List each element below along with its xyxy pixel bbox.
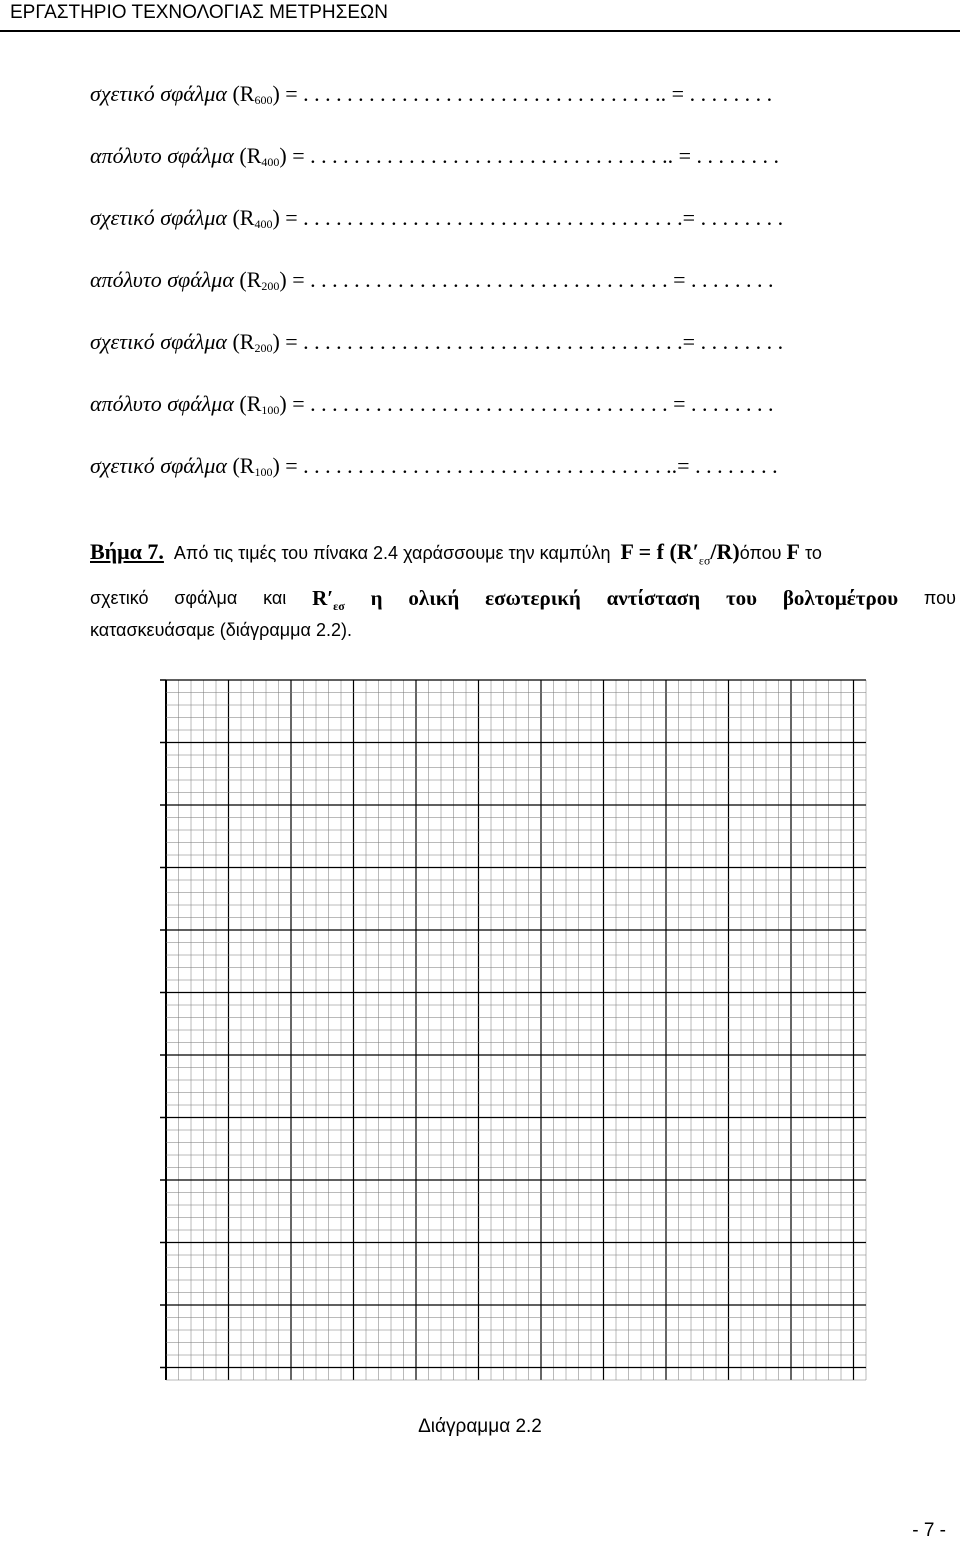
error-label: σχετικό σφάλμα <box>90 329 227 354</box>
diagram-caption: Διάγραμμα 2.2 <box>418 1416 542 1437</box>
error-line: σχετικό σφάλμα $(R_{200})$ = . . . . . . . . . . . . . . . . . . . . . . . . . . . . . . . . . . .= . . . . . . . . <box>90 329 784 355</box>
resistance-subscript: 200 <box>254 341 273 355</box>
resistance-subscript: 100 <box>254 465 273 479</box>
graph-paper <box>150 672 880 1386</box>
error-label: σχετικό σφάλμα <box>90 205 227 230</box>
error-line: σχετικό σφάλμα $(R_{400})$ = . . . . . . . . . . . . . . . . . . . . . . . . . . . . . . . . . . .= . . . . . . . . <box>90 205 784 231</box>
dotted-answer: = . . . . . . . . . . . . . . . . . . . . . . . . . . . . . . . . . ..= . . . . . . . . <box>285 453 778 478</box>
dotted-answer: = . . . . . . . . . . . . . . . . . . . . . . . . . . . . . . . . . . .= . . . . . . . . <box>285 329 784 354</box>
step-title: Βήμα 7. <box>90 539 164 564</box>
error-label: απόλυτο σφάλμα <box>90 267 234 292</box>
resistance-subscript: 200 <box>261 279 280 293</box>
dotted-answer: = . . . . . . . . . . . . . . . . . . . . . . . . . . . . . . . . . . .= . . . . . . . . <box>285 205 784 230</box>
word: αντίσταση <box>606 586 701 610</box>
step-7-line-1 <box>90 538 956 574</box>
step-7-line-3: κατασκευάσαμε (διάγραμμα 2.2). <box>90 620 352 640</box>
header-title: ΕΡΓΑΣΤΗΡΙΟ ΤΕΧΝΟΛΟΓΙΑΣ ΜΕΤΡΗΣΕΩΝ <box>10 2 388 23</box>
f-symbol: F <box>786 539 800 564</box>
resistance-subscript: 600 <box>254 93 273 107</box>
error-label: σχετικό σφάλμα <box>90 453 227 478</box>
error-line: σχετικό σφάλμα $(R_{600})$ = . . . . . . . . . . . . . . . . . . . . . . . . . . . . . . . . .. = . . . . . . . . <box>90 81 773 107</box>
word: εσωτερική <box>485 586 581 610</box>
error-line: σχετικό σφάλμα $(R_{100})$ = . . . . . . . . . . . . . . . . . . . . . . . . . . . . . . . . . ..= . . . . . . . . <box>90 453 778 479</box>
formula: F = f $(R'_{\varepsilon\sigma}/R)$ <box>620 539 740 568</box>
word: σφάλμα <box>174 588 238 608</box>
word: σχετικό <box>90 588 149 608</box>
page-header <box>0 0 960 30</box>
error-label: απόλυτο σφάλμα <box>90 391 234 416</box>
word: η <box>370 586 383 610</box>
graph-paper-grid <box>150 672 880 1386</box>
word: και <box>263 588 287 608</box>
word: που <box>923 588 956 608</box>
dotted-answer: = . . . . . . . . . . . . . . . . . . . . . . . . . . . . . . . . .. = . . . . . . . . <box>292 143 780 168</box>
dotted-answer: = . . . . . . . . . . . . . . . . . . . . . . . . . . . . . . . . .. = . . . . . . . . <box>285 81 773 106</box>
error-line: απόλυτο σφάλμα $(R_{400})$ = . . . . . . . . . . . . . . . . . . . . . . . . . . . . . . . . .. = . . . . . . . . <box>90 143 780 169</box>
error-label: σχετικό σφάλμα <box>90 81 227 106</box>
step-text-1: Από τις τιμές του πίνακα 2.4 χαράσσουμε την καμπύλη <box>173 543 611 563</box>
dotted-answer: = . . . . . . . . . . . . . . . . . . . . . . . . . . . . . . . . . = . . . . . . . . <box>292 391 774 416</box>
page-number: - 7 - <box>912 1520 946 1541</box>
error-line: απόλυτο σφάλμα $(R_{100})$ = . . . . . . . . . . . . . . . . . . . . . . . . . . . . . . . . . = . . . . . . . . <box>90 391 774 417</box>
error-label: απόλυτο σφάλμα <box>90 143 234 168</box>
step-text-2: όπου <box>739 543 782 563</box>
word: βολτομέτρου <box>782 586 899 610</box>
error-line: απόλυτο σφάλμα $(R_{200})$ = . . . . . . . . . . . . . . . . . . . . . . . . . . . . . . . . . = . . . . . . . . <box>90 267 774 293</box>
dotted-answer: = . . . . . . . . . . . . . . . . . . . . . . . . . . . . . . . . . = . . . . . . . . <box>292 267 774 292</box>
resistance-subscript: 100 <box>261 403 280 417</box>
resistance-subscript: 400 <box>254 217 273 231</box>
word: ολική <box>408 586 460 610</box>
step-text-3: το <box>804 543 822 563</box>
r-symbol: $R'_{\varepsilon\sigma}$ <box>312 586 345 614</box>
resistance-subscript: 400 <box>261 155 280 169</box>
step-7-line-2 <box>90 584 956 620</box>
header-divider <box>0 30 960 32</box>
word: του <box>725 586 758 610</box>
